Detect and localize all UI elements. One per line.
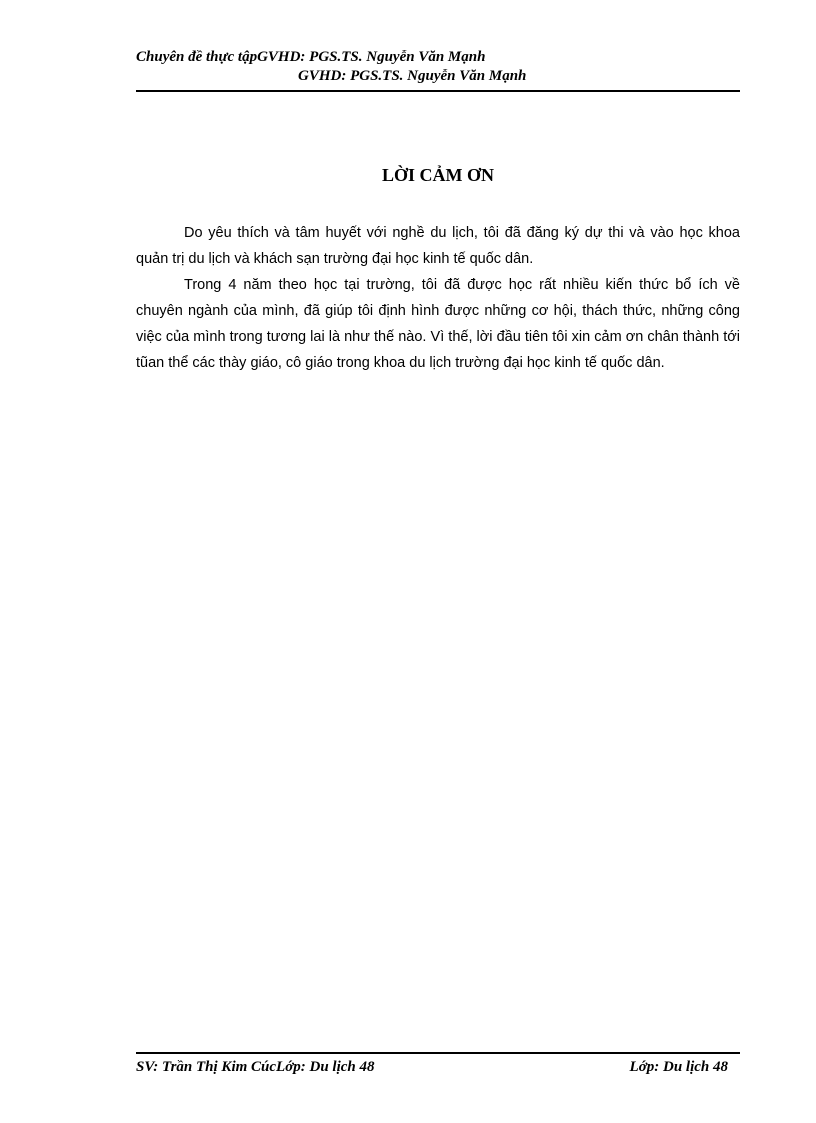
page-footer bbox=[136, 1057, 740, 1077]
header-divider bbox=[136, 90, 740, 92]
header-line-1: Chuyên đề thực tậpGVHD: PGS.TS. Nguyễn Văn Mạnh bbox=[136, 49, 486, 65]
paragraph-2: Trong 4 năm theo học tại trường, tôi đã được học rất nhiều kiến thức bổ ích về chuyên ngành của mình, đã giúp tôi định hình được những cơ hội, thách thức, những công việc của mình trong tương lai là như thế nào. Vì thế, lời đầu tiên tôi xin cảm ơn chân thành tới tũan thể các thày giáo, cô giáo trong khoa du lịch trường đại học kinh tế quốc dân. bbox=[136, 277, 740, 371]
page-header bbox=[136, 48, 740, 86]
header-line-2: GVHD: PGS.TS. Nguyễn Văn Mạnh bbox=[298, 68, 527, 84]
document-body bbox=[136, 220, 740, 376]
page-title: LỜI CẢM ƠN bbox=[382, 165, 494, 185]
footer-divider bbox=[136, 1052, 740, 1054]
footer-class: Lớp: Du lịch 48 bbox=[629, 1059, 728, 1075]
footer-student: SV: Trần Thị Kim CúcLớp: Du lịch 48 bbox=[136, 1059, 375, 1075]
paragraph-1: Do yêu thích và tâm huyết với nghề du lịch, tôi đã đăng ký dự thi và vào học khoa quản trị du lịch và khách sạn trường đại học kinh tế quốc dân. bbox=[136, 225, 740, 267]
